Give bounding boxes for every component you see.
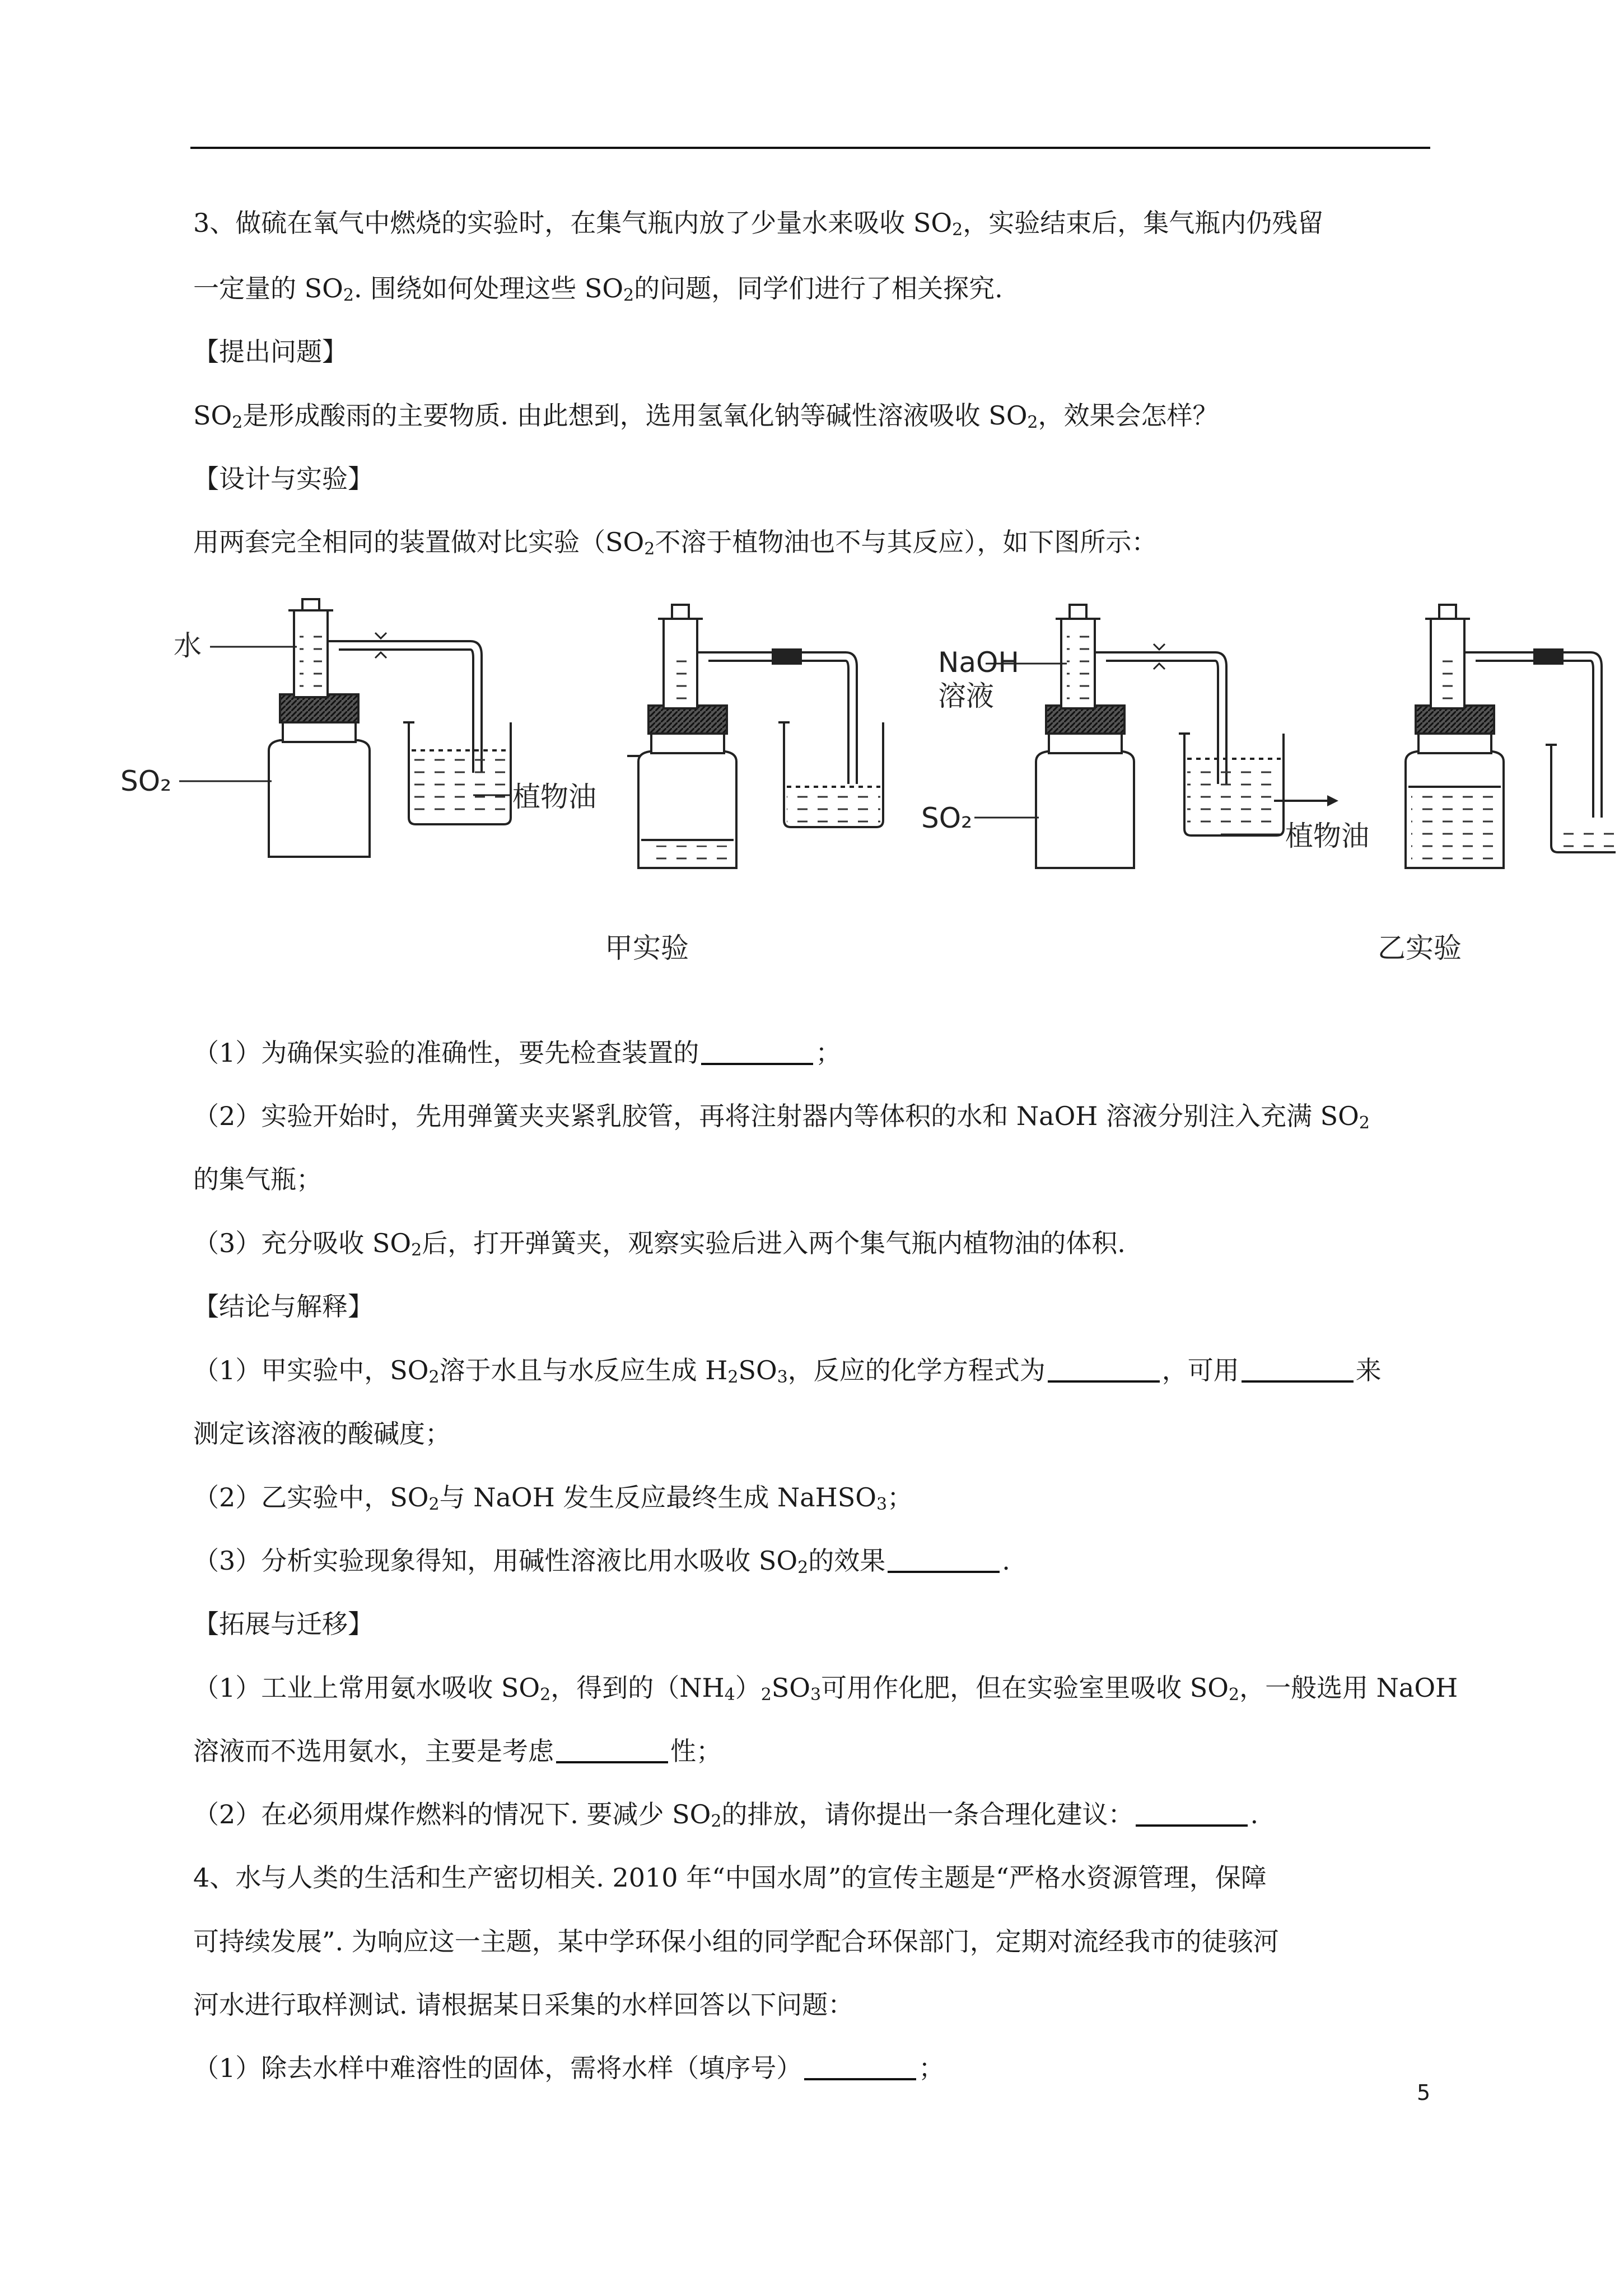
yi-after-apparatus	[1406, 605, 1621, 868]
header-rule	[190, 147, 1430, 149]
label-so2-a: SO₂	[120, 765, 172, 797]
label-oil-b: 植物油	[1285, 820, 1369, 852]
conclusion-2: （2）乙实验中，$SO_2$与 NaOH 发生反应最终生成 NaHSO$_3$；	[193, 1482, 913, 1514]
question-text: $SO_2$是形成酸雨的主要物质. 由此想到，选用氢氧化钠等碱性溶液吸收 $SO_2$，效果会怎样？	[193, 400, 1219, 432]
answer-blank[interactable]	[804, 2056, 916, 2080]
extend-2: （2）在必须用煤作燃料的情况下. 要减少 $SO_2$的排放，请你提出一条合理化建议： .	[193, 1799, 1259, 1831]
q4-line2: 可持续发展”. 为响应这一主题，某中学环保小组的同学配合环保部门，定期对流经我市的徒骇河	[193, 1926, 1279, 1957]
page-number: 5	[1417, 2080, 1431, 2105]
jia-before-apparatus	[269, 599, 511, 857]
heading-extend: 【拓展与迁移】	[193, 1609, 374, 1639]
experiment-figure	[120, 594, 1624, 986]
q4-line1: 4、水与人类的生活和生产密切相关. 2010 年“中国水周”的宣传主题是“严格水资源管理，保障	[193, 1862, 1267, 1893]
jia-after-apparatus	[638, 605, 883, 868]
q4-line3: 河水进行取样测试. 请根据某日采集的水样回答以下问题：	[193, 1990, 854, 2020]
step-2-line2: 的集气瓶；	[193, 1164, 322, 1194]
heading-design: 【设计与实验】	[193, 464, 374, 494]
label-so2-b: SO₂	[921, 802, 973, 834]
label-exp-yi: 乙实验	[1378, 932, 1462, 964]
yi-before-apparatus	[1036, 605, 1284, 868]
conclusion-1-line2: 测定该溶液的酸碱度；	[193, 1418, 451, 1449]
answer-blank[interactable]	[1048, 1358, 1160, 1383]
answer-blank[interactable]	[1136, 1802, 1248, 1827]
design-text: 用两套完全相同的装置做对比实验（$SO_2$不溶于植物油也不与其反应），如下图所示：	[193, 527, 1158, 559]
q3-intro-line2: 一定量的 $SO_2$. 围绕如何处理这些 $SO_2$的问题，同学们进行了相关探究.	[193, 273, 1003, 305]
answer-blank[interactable]	[888, 1548, 1000, 1573]
answer-blank[interactable]	[556, 1739, 668, 1763]
conclusion-3: （3）分析实验现象得知，用碱性溶液比用水吸收 $SO_2$的效果 .	[193, 1546, 1010, 1577]
q4-step-1: （1）除去水样中难溶性的固体，需将水样（填序号） ；	[193, 2053, 945, 2083]
heading-conclusion: 【结论与解释】	[193, 1291, 374, 1322]
extend-1-line2: 溶液而不选用氨水，主要是考虑 性；	[193, 1736, 722, 1766]
label-oil-a: 植物油	[512, 781, 596, 813]
label-naoh-2: 溶液	[938, 680, 994, 712]
label-water: 水	[174, 629, 202, 662]
answer-blank[interactable]	[701, 1040, 813, 1065]
step-3: （3）充分吸收 $SO_2$后，打开弹簧夹，观察实验后进入两个集气瓶内植物油的体积.	[193, 1228, 1126, 1260]
extend-1-line1: （1）工业上常用氨水吸收 $SO_2$，得到的$(NH_4)_2SO_3$可用作化肥，但在实验室里吸收 $SO_2$，一般选用 NaOH	[193, 1673, 1458, 1705]
q3-intro-line1: 3、做硫在氧气中燃烧的实验时，在集气瓶内放了少量水来吸收 $SO_2$，实验结束后，集气瓶内仍残留	[193, 208, 1324, 240]
answer-blank[interactable]	[1242, 1358, 1354, 1383]
conclusion-1-line1: （1）甲实验中，$SO_2$溶于水且与水反应生成 $H_2SO_3$，反应的化学方程式为 ，可用 来	[193, 1355, 1382, 1387]
heading-question: 【提出问题】	[193, 337, 348, 367]
step-1: （1）为确保实验的准确性，要先检查装置的 ；	[193, 1038, 842, 1068]
label-naoh-1: NaOH	[938, 646, 1019, 679]
step-2-line1: （2）实验开始时，先用弹簧夹夹紧乳胶管，再将注射器内等体积的水和 NaOH 溶液分别注入充满 $SO_2$	[193, 1101, 1370, 1133]
label-exp-jia: 甲实验	[605, 932, 689, 964]
